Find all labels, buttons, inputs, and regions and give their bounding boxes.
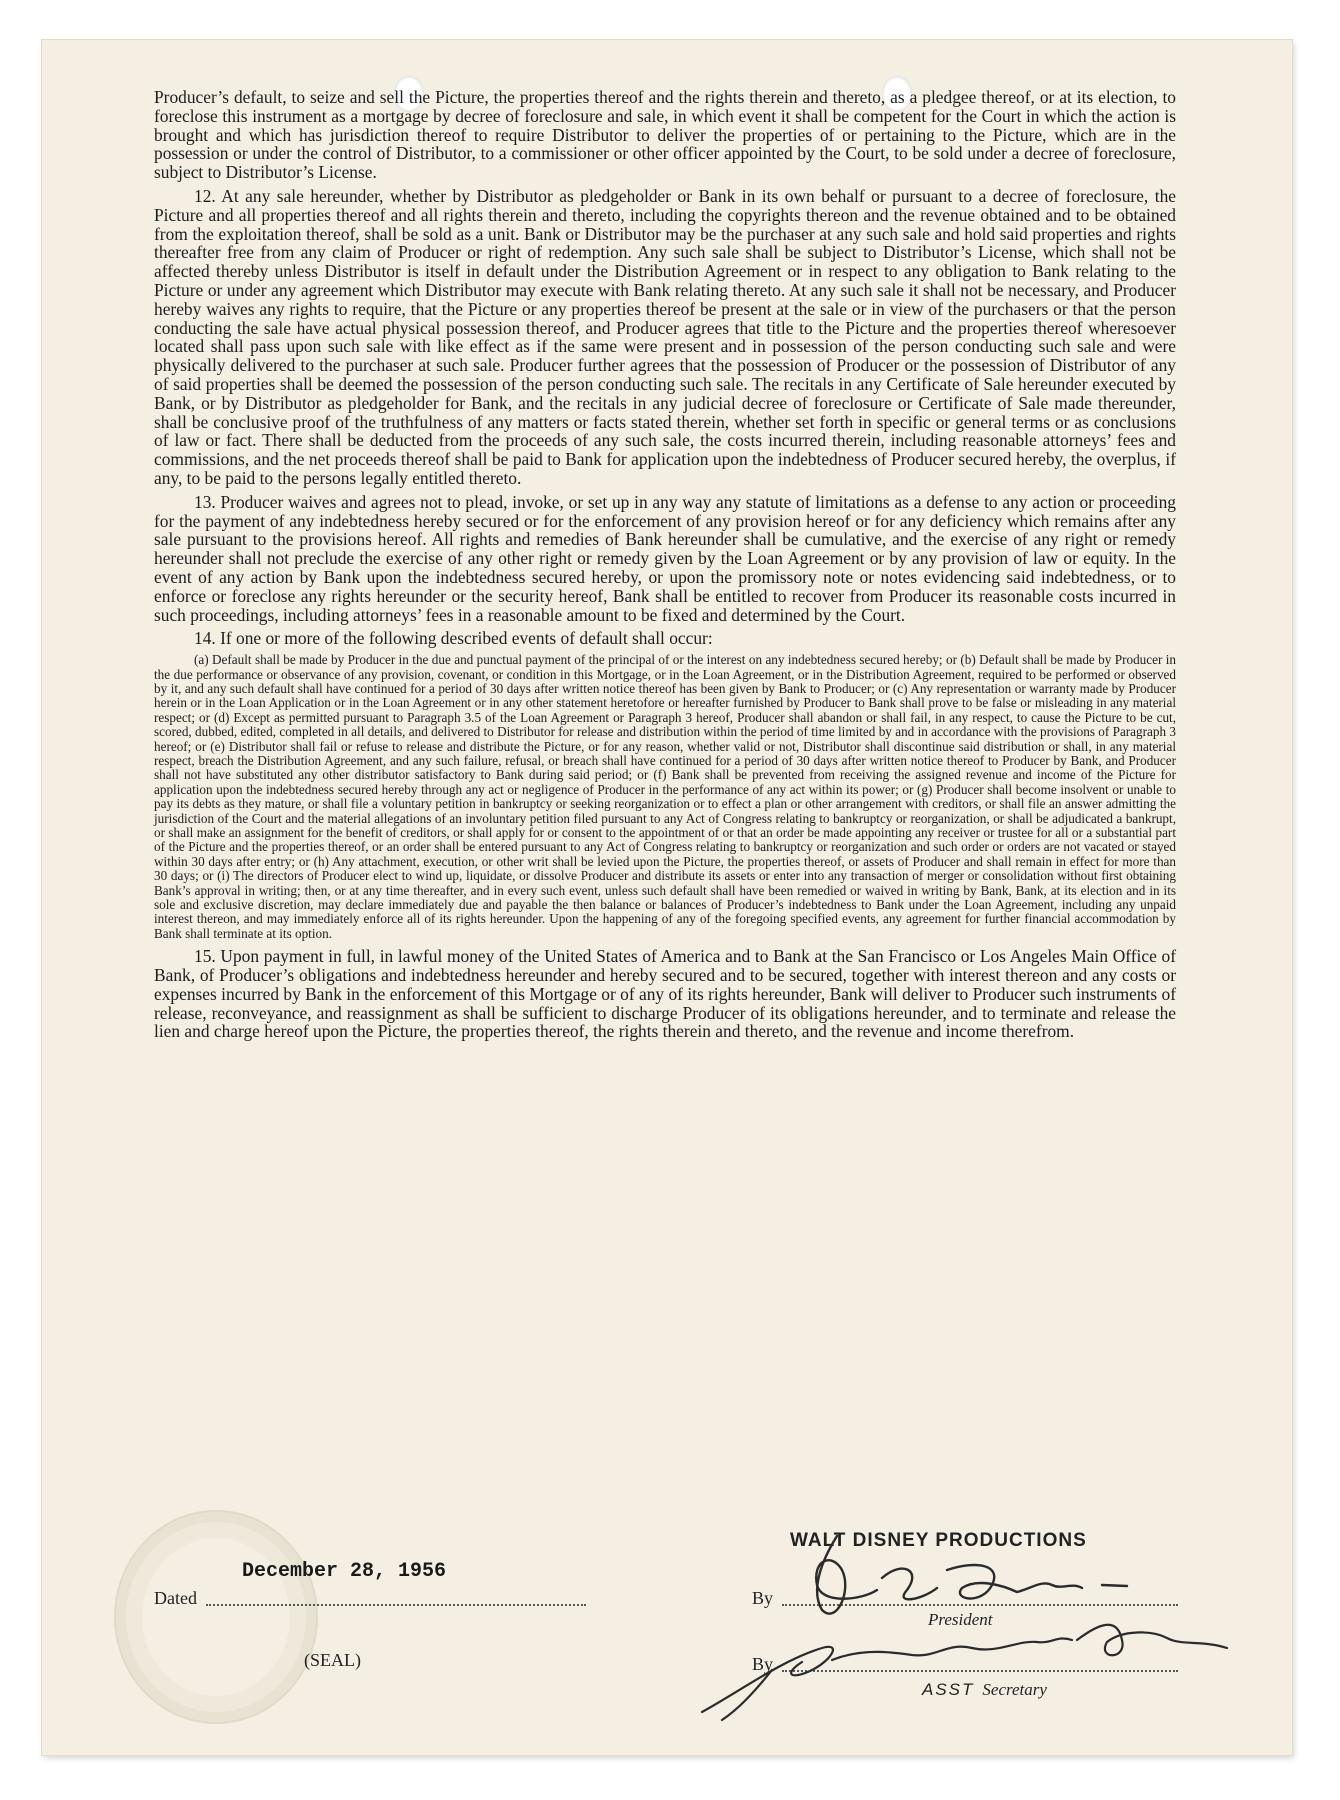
signatures [42, 1530, 1292, 1730]
paragraph-14-intro: 14. If one or more of the following described events of default shall occur: [194, 628, 713, 649]
paragraph-14-body: (a) Default shall be made by Producer in the due and punctual payment of the principal of or the interest on any indebtedness secured hereby; or (b) Default shall be made by Producer in the due performance or observance of any provision, covenant, or condition in this Mortgage, or in the Loan Agreement, or in the Distribution Agreement, required to be performed or observed by it, and any such default shall have continued for a period of 30 days after written notice thereof has been given by Bank to Producer; or (c) Any representation or warranty made by Producer herein or in the Loan Application or in the Loan Agreement or in any other statement heretofore or hereafter furnished by Producer to Bank shall prove to be false or misleading in any material respect; or (d) Except as permitted pursuant to Paragraph 3.5 of the Loan Agreement or Paragraph 3 hereof, Producer shall abandon or shall fail, in any respect, to cause the Picture to be cut, scored, dubbed, edited, completed in all details, and delivered to Distributor for release and distribution within the period of time limited by and in accordance with the provisions of Paragraph 3 hereof; or (e) Distributor shall fail or refuse to release and distribute the Picture, or for any reason, whether valid or not, Distributor shall discontinue said distribution or shall, in any material respect, breach the Distribution Agreement, and any such failure, refusal, or breach shall have continued for a period of 30 days after written notice thereof to Producer by Bank, and Producer shall not have substituted any other distributor satisfactory to Bank during said period; or (f) Bank shall be prevented from receiving the assigned revenue and income of the Picture for application upon the indebtedness secured hereby through any act or negligence of Producer in the performance of any act within its power; or (g) Producer shall become insolvent or unable to pay its debts as they mature, or shall file a voluntary petition in bankruptcy or seeking reorganization or to effect a plan or other arrangement with creditors, or shall file an answer admitting the jurisdiction of the Court and the material allegations of an involuntary petition filed pursuant to any Act of Congress relating to bankruptcy or reorganization, or shall be adjudicated a bankrupt, or shall make an assignment for the benefit of creditors, or shall apply for or consent to the appointment of or that an order be made appointing any receiver or trustee for all or a substantial part of the Picture and the properties thereof, or an order shall be entered pursuant to any Act of Congress relating to bankruptcy or reorganization and such order or orders are not vacated or stayed within 30 days after entry; or (h) Any attachment, execution, or other writ shall be levied upon the Picture, the properties thereof, or assets of Producer and shall remain in effect for more than 30 days; or (i) The directors of Producer elect to wind up, liquidate, or dissolve Producer and distribute its assets or enter into any transaction of merger or consolidation without first obtaining Bank’s approval in writing; then, or at any time thereafter, and in every such event, unless such default shall have been remedied or waived in writing by Bank, Bank, at its election and in its sole and exclusive discretion, may declare immediately due and payable the then balance or balances of Producer’s indebtedness to Bank under the Loan Agreement, including any unpaid interest thereon, and may immediately enforce all of its rights hereunder. Upon the happening of any of the foregoing specified events, any agreement for further financial accommodation by Bank shall terminate at its option. [154, 652, 1176, 941]
dated-label: Dated [154, 1588, 197, 1608]
dated-value: December 28, 1956 [242, 1560, 447, 1583]
title-president: President [928, 1610, 993, 1629]
by-label-secretary: By [752, 1654, 774, 1674]
asst-handwritten: ASST [922, 1680, 975, 1699]
seal-label: (SEAL) [304, 1650, 361, 1670]
paragraph-13: 13. Producer waives and agrees not to plead, invoke, or set up in any way any statute of limitations as a defense to any action or proceeding for the payment of any indebtedness hereby secured or for the enforcement of any provision hereof or for any deficiency which remains after any sale pursuant to the provisions hereof. All rights and remedies of Bank hereunder shall be cumulative, and the exercise of any right or remedy hereunder shall not preclude the exercise of any other right or remedy given by the Loan Agreement or by any provision of law or equity. In the event of any action by Bank upon the indebtedness secured hereby, or upon the promissory note or notes evidencing said indebtedness, or to enforce or foreclose any rights hereunder or the security hereof, Bank shall be entitled to recover from Producer its reasonable costs incurred in such proceedings, including attorneys’ fees in a reasonable amount to be fixed and determined by the Court. [154, 491, 1176, 625]
document-sheet [42, 40, 1292, 1755]
signature-spencer-olin [702, 1625, 1227, 1720]
paragraph-12: 12. At any sale hereunder, whether by Distributor as pledgeholder or Bank in its own behalf or pursuant to a decree of foreclosure, the Picture and all properties thereof and all rights therein and thereto, including the copyrights thereon and the revenue obtained and to be obtained from the exploitation thereof, shall be sold as a unit. Bank or Distributor may be the purchaser at any such sale and hold said properties and rights thereafter free from any claim of Producer or right of redemption. Any such sale shall be subject to Distributor’s License, which shall not be affected thereby unless Distributor is itself in default under the Distribution Agreement or in respect to any obligation to Bank relating to the Picture or under any agreement which Distributor may execute with Bank relating thereto. At any such sale it shall not be necessary, and Producer hereby waives any rights to require, that the Picture or any properties thereof be present at the sale or in view of the purchasers or that the person conducting the sale have actual physical possession thereof, and Producer agrees that title to the Picture and the properties thereof wheresoever located shall pass upon such sale with like effect as if the same were present and in possession of the person conducting such sale and were physically delivered to the purchaser at such sale. Producer further agrees that the possession of Producer or the possession of Distributor of any of said properties shall be deemed the possession of the person conducting such sale. The recitals in any Certificate of Sale hereunder executed by Bank, or by Distributor as pledgeholder for Bank, and the recitals in any judicial decree of foreclosure or Certificate of Sale made thereunder, shall be conclusive proof of the truthfulness of any matters or facts stated therein, whether set forth in specific or general terms or as conclusions of law or fact. There shall be deducted from the proceeds of any such sale, the costs incurred therein, including reasonable attorneys’ fees and commissions, and the net proceeds thereof shall be paid to Bank for application upon the indebtedness of Producer secured hereby, the overplus, if any, to be paid to the persons legally entitled thereto. [154, 185, 1176, 488]
secretary-label: Secretary [982, 1680, 1047, 1699]
paragraph-continuation: Producer’s default, to seize and sell the Picture, the properties thereof and the rights therein and thereto, as a pledgee thereof, or at its election, to foreclose this instrument as a mortgage by decree of foreclosure and sale, in which event it shall be competent for the Court in which the action is brought and which has jurisdiction thereof to require Distributor to deliver the properties of or pertaining to the Picture, which are in the possession or under the control of Distributor, to a commissioner or other officer appointed by the Court, to be sold under a decree of foreclosure, subject to Distributor’s License. [154, 87, 1176, 183]
paragraph-15: 15. Upon payment in full, in lawful money of the United States of America and to Bank at the San Francisco or Los Angeles Main Office of Bank, of Producer’s obligations and indebtedness hereunder and hereby secured and to be secured, together with interest thereon and any costs or expenses incurred by Bank in the enforcement of this Mortgage or of any of its rights hereunder, Bank will deliver to Producer such instruments of release, reconveyance, and reassignment as shall be sufficient to discharge Producer of its obligations hereunder, and to terminate and release the lien and charge hereof upon the Picture, the properties thereof, the rights therein and thereto, and the revenue and income therefrom. [154, 946, 1176, 1042]
signature-block [42, 1530, 1292, 1730]
company-name: WALT DISNEY PRODUCTIONS [790, 1530, 1087, 1551]
by-label-president: By [752, 1588, 774, 1608]
document-body [154, 88, 1176, 1046]
signature-roy-disney [816, 1536, 1127, 1614]
